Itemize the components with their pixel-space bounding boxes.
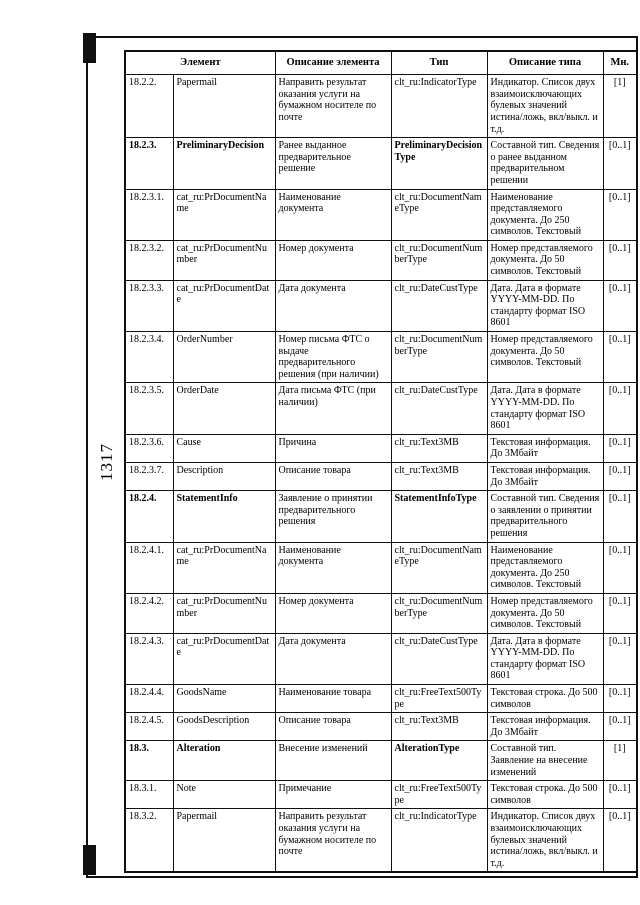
- element-name: cat_ru:PrDocumentName: [173, 189, 275, 240]
- row-number: 18.2.3.6.: [125, 434, 173, 462]
- type-name: clt_ru:FreeText500Type: [391, 685, 487, 713]
- element-description: Номер письма ФТС о выдаче предварительного решения (при наличии): [275, 332, 391, 383]
- multiplicity: [1]: [603, 741, 637, 781]
- element-name: GoodsName: [173, 685, 275, 713]
- table-row: [125, 491, 637, 542]
- multiplicity: [0..1]: [603, 462, 637, 490]
- element-name: Note: [173, 781, 275, 809]
- row-number: 18.2.4.4.: [125, 685, 173, 713]
- table-row: [125, 240, 637, 280]
- element-name: StatementInfo: [173, 491, 275, 542]
- element-description: Дата письма ФТС (при наличии): [275, 383, 391, 434]
- multiplicity: [0..1]: [603, 593, 637, 633]
- element-description: Описание товара: [275, 713, 391, 741]
- type-name: clt_ru:Text3MB: [391, 713, 487, 741]
- type-name: clt_ru:DocumentNameType: [391, 189, 487, 240]
- element-name: GoodsDescription: [173, 713, 275, 741]
- type-name: clt_ru:IndicatorType: [391, 809, 487, 872]
- element-description: Номер документа: [275, 593, 391, 633]
- header-element-description: Описание элемента: [275, 51, 391, 75]
- row-number: 18.3.2.: [125, 809, 173, 872]
- row-number: 18.2.4.3.: [125, 633, 173, 684]
- row-number: 18.2.4.: [125, 491, 173, 542]
- table-row: [125, 713, 637, 741]
- multiplicity: [0..1]: [603, 383, 637, 434]
- table-row: [125, 75, 637, 138]
- element-name: cat_ru:PrDocumentDate: [173, 280, 275, 331]
- type-name: clt_ru:DateCustType: [391, 383, 487, 434]
- element-name: Papermail: [173, 75, 275, 138]
- type-description: Текстовая информация. До 3Мбайт: [487, 462, 603, 490]
- table-row: [125, 542, 637, 593]
- schema-table: [124, 50, 638, 873]
- scan-corner-mark-bottom: [83, 845, 96, 875]
- type-description: Индикатор. Список двух взаимоисключающих булевых значений истина/ложь, вкл/выкл. и т.д.: [487, 75, 603, 138]
- type-description: Текстовая информация. До 3Мбайт: [487, 434, 603, 462]
- table-row: [125, 781, 637, 809]
- type-name: clt_ru:Text3MB: [391, 434, 487, 462]
- table-row: [125, 593, 637, 633]
- multiplicity: [0..1]: [603, 713, 637, 741]
- type-description: Номер представляемого документа. До 50 символов. Текстовый: [487, 240, 603, 280]
- type-description: Текстовая информация. До 3Мбайт: [487, 713, 603, 741]
- table-row: [125, 685, 637, 713]
- multiplicity: [0..1]: [603, 280, 637, 331]
- page-number: 1317: [97, 443, 116, 481]
- element-description: Внесение изменений: [275, 741, 391, 781]
- multiplicity: [0..1]: [603, 491, 637, 542]
- element-description: Наименование товара: [275, 685, 391, 713]
- type-description: Индикатор. Список двух взаимоисключающих булевых значений истина/ложь, вкл/выкл. и т.д.: [487, 809, 603, 872]
- row-number: 18.2.3.4.: [125, 332, 173, 383]
- multiplicity: [0..1]: [603, 332, 637, 383]
- type-name: PreliminaryDecisionType: [391, 138, 487, 189]
- table-row: [125, 741, 637, 781]
- type-description: Наименование представляемого документа. До 250 символов. Текстовый: [487, 189, 603, 240]
- element-description: Номер документа: [275, 240, 391, 280]
- element-name: cat_ru:PrDocumentNumber: [173, 593, 275, 633]
- type-name: StatementInfoType: [391, 491, 487, 542]
- type-description: Номер представляемого документа. До 50 символов. Текстовый: [487, 593, 603, 633]
- element-description: Дата документа: [275, 633, 391, 684]
- element-name: cat_ru:PrDocumentName: [173, 542, 275, 593]
- element-description: Наименование документа: [275, 189, 391, 240]
- type-name: clt_ru:DateCustType: [391, 633, 487, 684]
- multiplicity: [0..1]: [603, 781, 637, 809]
- element-name: PreliminaryDecision: [173, 138, 275, 189]
- element-description: Примечание: [275, 781, 391, 809]
- element-description: Причина: [275, 434, 391, 462]
- type-description: Номер представляемого документа. До 50 символов. Текстовый: [487, 332, 603, 383]
- type-description: Текстовая строка. До 500 символов: [487, 685, 603, 713]
- header-multiplicity: Мн.: [603, 51, 637, 75]
- row-number: 18.2.2.: [125, 75, 173, 138]
- row-number: 18.2.3.3.: [125, 280, 173, 331]
- element-name: cat_ru:PrDocumentNumber: [173, 240, 275, 280]
- type-name: clt_ru:DocumentNumberType: [391, 332, 487, 383]
- element-name: cat_ru:PrDocumentDate: [173, 633, 275, 684]
- table-row: [125, 383, 637, 434]
- multiplicity: [0..1]: [603, 189, 637, 240]
- table-row: [125, 189, 637, 240]
- table-body: [125, 75, 637, 873]
- element-name: Papermail: [173, 809, 275, 872]
- table-row: [125, 332, 637, 383]
- element-description: Направить результат оказания услуги на бумажном носителе по почте: [275, 75, 391, 138]
- table-row: [125, 809, 637, 872]
- type-description: Дата. Дата в формате YYYY-MM-DD. По стандарту формат ISO 8601: [487, 383, 603, 434]
- row-number: 18.2.3.7.: [125, 462, 173, 490]
- element-description: Описание товара: [275, 462, 391, 490]
- row-number: 18.2.3.: [125, 138, 173, 189]
- row-number: 18.2.3.1.: [125, 189, 173, 240]
- header-type-description: Описание типа: [487, 51, 603, 75]
- multiplicity: [0..1]: [603, 809, 637, 872]
- multiplicity: [0..1]: [603, 138, 637, 189]
- header-element: Элемент: [125, 51, 275, 75]
- row-number: 18.2.4.2.: [125, 593, 173, 633]
- table-row: [125, 633, 637, 684]
- scan-corner-mark-top: [83, 33, 96, 63]
- header-type: Тип: [391, 51, 487, 75]
- type-description: Дата. Дата в формате YYYY-MM-DD. По стандарту формат ISO 8601: [487, 280, 603, 331]
- table-row: [125, 434, 637, 462]
- type-description: Составной тип. Сведения о ранее выданном предварительном решении: [487, 138, 603, 189]
- multiplicity: [0..1]: [603, 633, 637, 684]
- row-number: 18.3.: [125, 741, 173, 781]
- type-name: clt_ru:DocumentNumberType: [391, 240, 487, 280]
- type-description: Составной тип. Заявление на внесение изменений: [487, 741, 603, 781]
- table-row: [125, 138, 637, 189]
- element-description: Наименование документа: [275, 542, 391, 593]
- table-row: [125, 462, 637, 490]
- row-number: 18.3.1.: [125, 781, 173, 809]
- row-number: 18.2.4.1.: [125, 542, 173, 593]
- element-name: OrderNumber: [173, 332, 275, 383]
- type-name: clt_ru:DocumentNameType: [391, 542, 487, 593]
- type-name: clt_ru:IndicatorType: [391, 75, 487, 138]
- type-name: AlterationType: [391, 741, 487, 781]
- element-name: Description: [173, 462, 275, 490]
- type-description: Дата. Дата в формате YYYY-MM-DD. По стандарту формат ISO 8601: [487, 633, 603, 684]
- table-row: [125, 280, 637, 331]
- type-name: clt_ru:Text3MB: [391, 462, 487, 490]
- element-description: Заявление о принятии предварительного решения: [275, 491, 391, 542]
- element-description: Ранее выданное предварительное решение: [275, 138, 391, 189]
- element-description: Дата документа: [275, 280, 391, 331]
- multiplicity: [1]: [603, 75, 637, 138]
- table-header-row: [125, 51, 637, 75]
- type-description: Составной тип. Сведения о заявлении о принятии предварительного решения: [487, 491, 603, 542]
- multiplicity: [0..1]: [603, 685, 637, 713]
- row-number: 18.2.4.5.: [125, 713, 173, 741]
- type-description: Текстовая строка. До 500 символов: [487, 781, 603, 809]
- table-header: [125, 51, 637, 75]
- element-name: Cause: [173, 434, 275, 462]
- type-name: clt_ru:FreeText500Type: [391, 781, 487, 809]
- type-description: Наименование представляемого документа. До 250 символов. Текстовый: [487, 542, 603, 593]
- type-name: clt_ru:DocumentNumberType: [391, 593, 487, 633]
- row-number: 18.2.3.2.: [125, 240, 173, 280]
- element-description: Направить результат оказания услуги на бумажном носителе по почте: [275, 809, 391, 872]
- type-name: clt_ru:DateCustType: [391, 280, 487, 331]
- element-name: OrderDate: [173, 383, 275, 434]
- multiplicity: [0..1]: [603, 434, 637, 462]
- element-name: Alteration: [173, 741, 275, 781]
- multiplicity: [0..1]: [603, 542, 637, 593]
- multiplicity: [0..1]: [603, 240, 637, 280]
- row-number: 18.2.3.5.: [125, 383, 173, 434]
